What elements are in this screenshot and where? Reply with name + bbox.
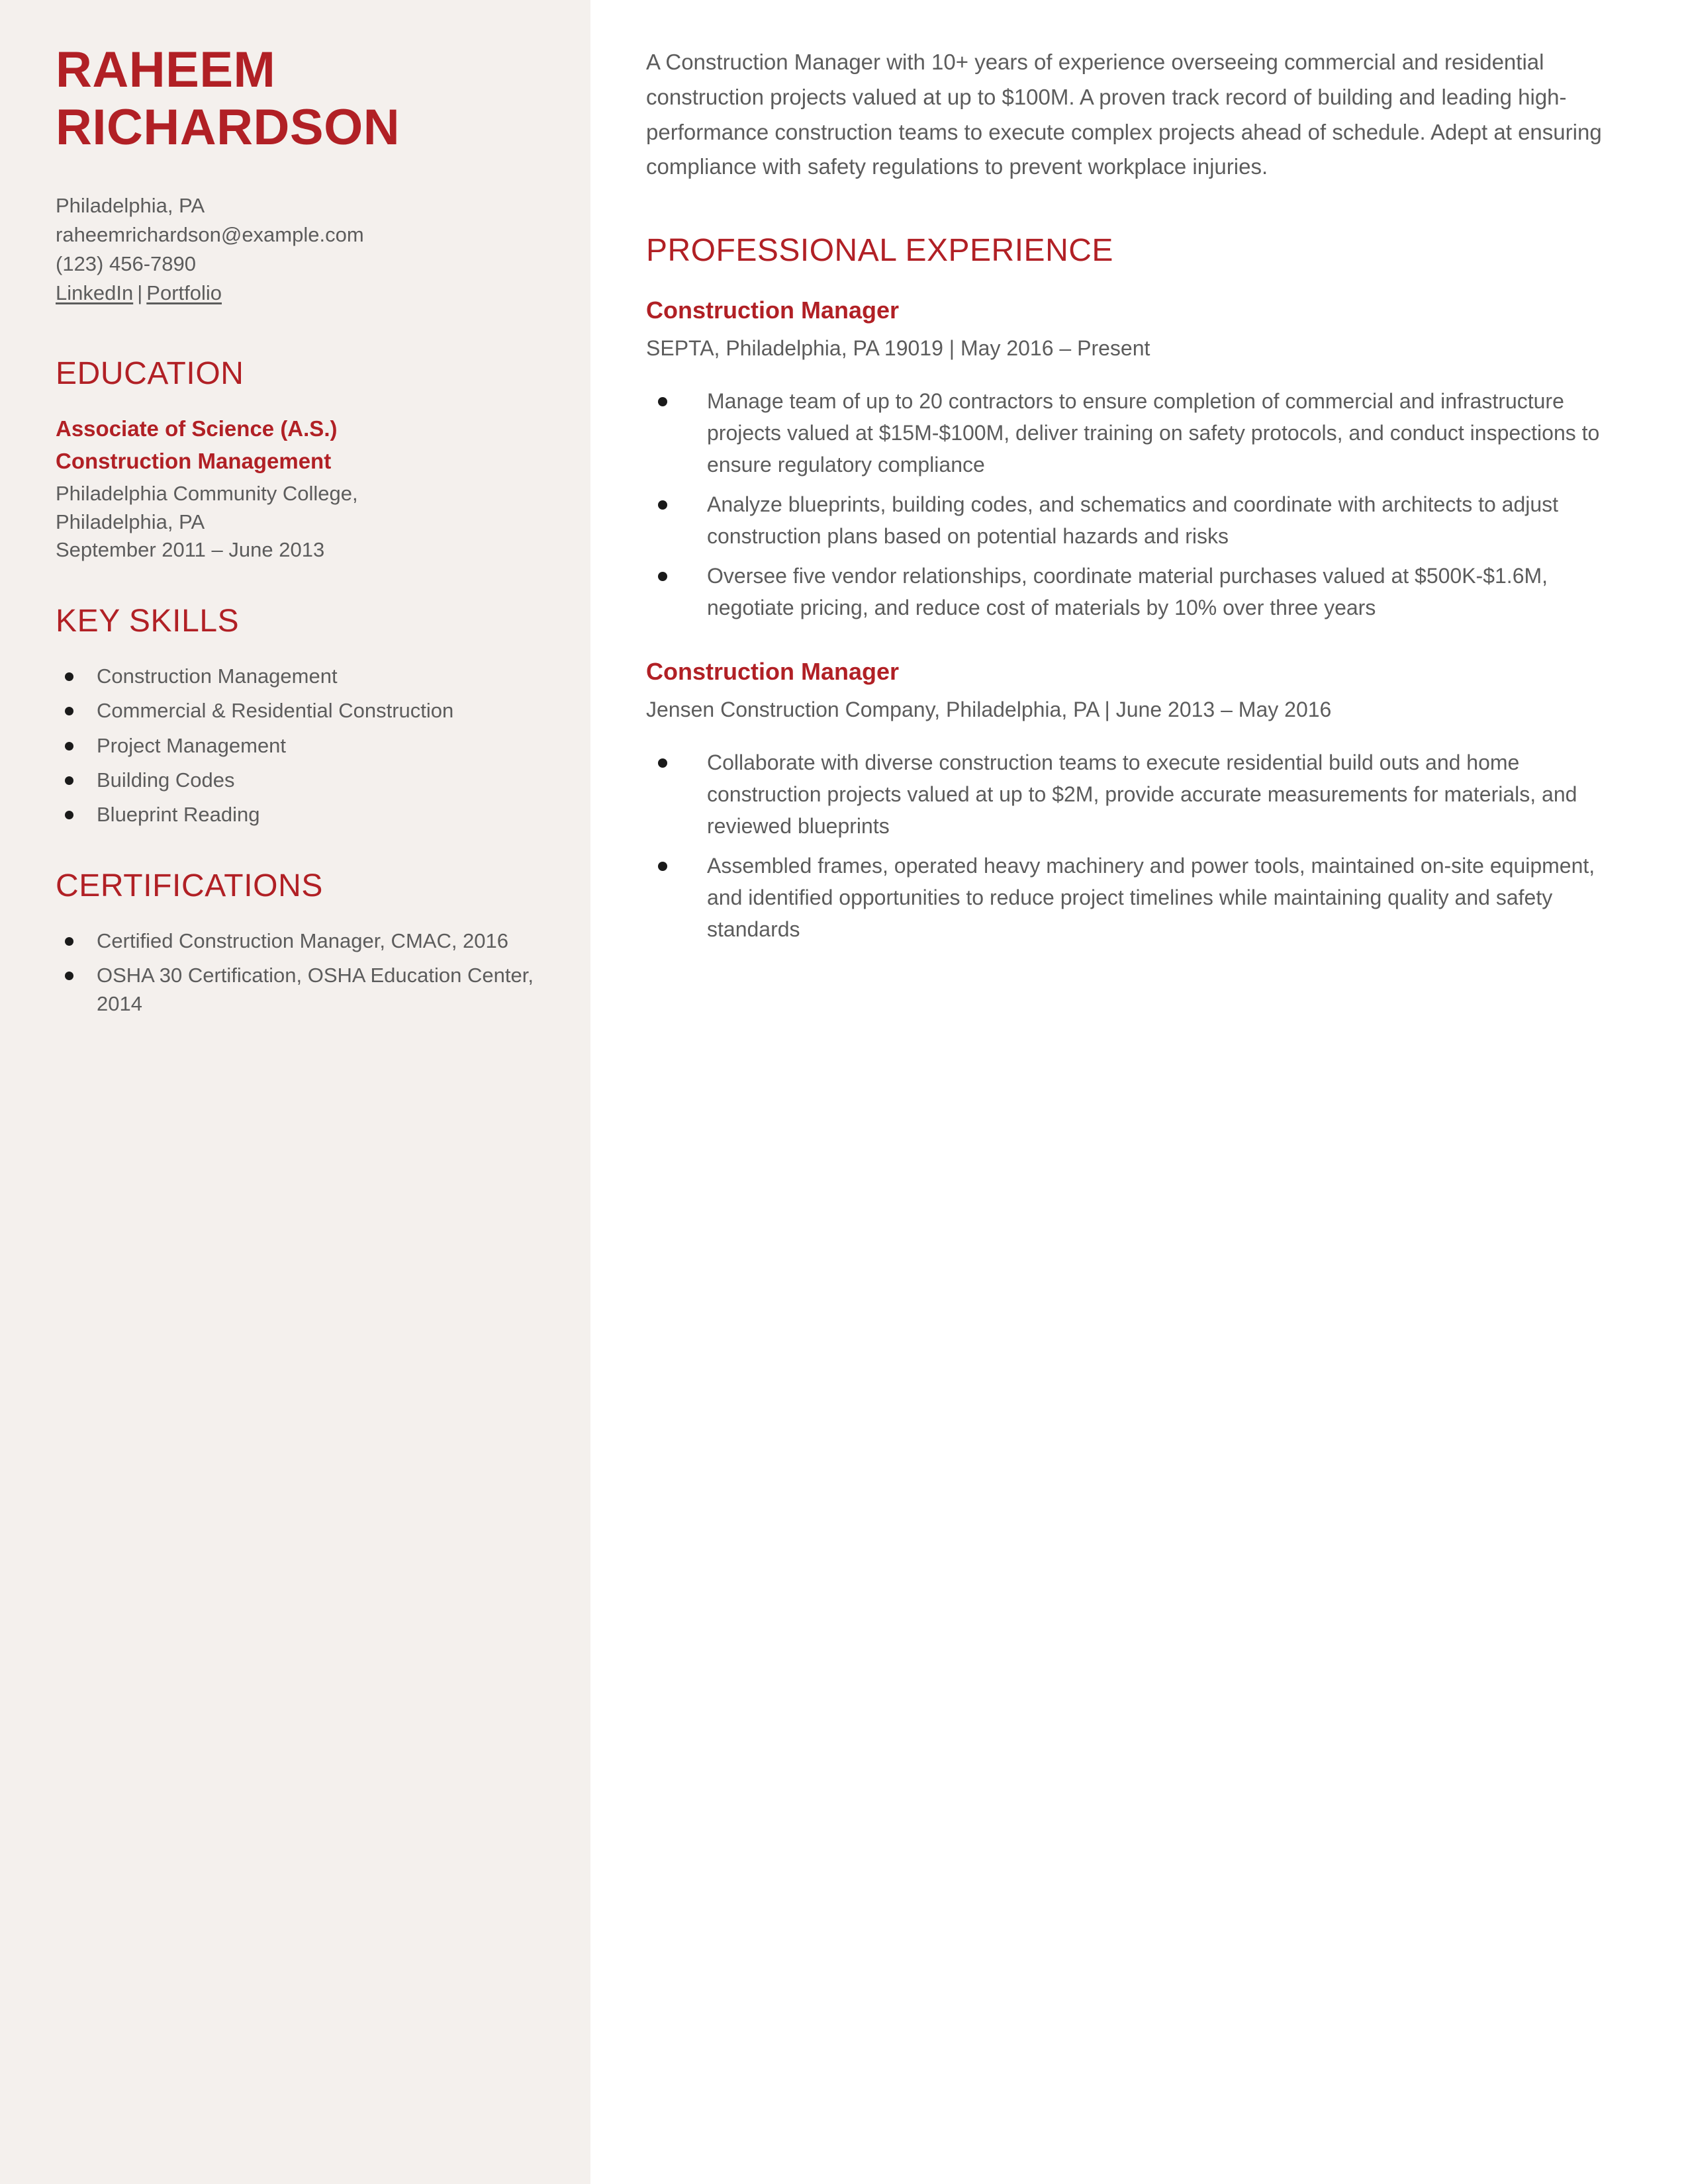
job-bullet-list [646,385,1607,623]
list-item: Assembled frames, operated heavy machinery and power tools, maintained on-site equipment, and identified opportunities to reduce project timelines while maintaining quality and safety standards [646,850,1607,945]
list-item: Commercial & Residential Construction [56,696,541,725]
contact-location: Philadelphia, PA [56,193,205,217]
first-name: RAHEEM [56,42,276,98]
main-content [590,0,1688,2184]
professional-experience-heading: PROFESSIONAL EXPERIENCE [646,233,1113,269]
education-degree-line-2: Construction Management [56,449,332,474]
list-item: Oversee five vendor relationships, coordinate material purchases valued at $500K-$1.6M, negotiate pricing, and reduce cost of materials by 10% over three years [646,560,1607,623]
contact-email[interactable]: raheemrichardson@example.com [56,222,364,246]
list-item: Building Codes [56,766,541,794]
list-item: Analyze blueprints, building codes, and schematics and coordinate with architects to adjust construction plans based on potential hazards and risks [646,488,1607,552]
experience-entry [646,295,1607,623]
job-meta: SEPTA, Philadelphia, PA 19019 | May 2016 – Present [646,336,1150,360]
list-item: Certified Construction Manager, CMAC, 2016 [56,927,541,955]
certifications-list [56,927,541,1019]
last-name: RICHARDSON [56,99,400,156]
key-skills-section [56,604,541,829]
education-school: Philadelphia Community College, [56,481,358,505]
education-school-location: Philadelphia, PA [56,510,205,533]
experience-entry [646,657,1607,945]
sidebar [0,0,590,2184]
contact-links [56,279,541,308]
key-skills-heading: KEY SKILLS [56,604,240,639]
certifications-heading: CERTIFICATIONS [56,868,323,903]
list-item: Collaborate with diverse construction teams to execute residential build outs and home construction projects valued at up to $2M, provide accurate measurements for materials, and reviewed blueprints [646,747,1607,842]
link-separator: | [137,281,143,304]
candidate-name [56,41,541,157]
education-heading: EDUCATION [56,355,244,391]
list-item: Manage team of up to 20 contractors to ensure completion of commercial and infrastructure projects valued at $15M-$100M, deliver training on safety protocols, and conduct inspections to ensure regulatory compliance [646,385,1607,480]
job-title: Construction Manager [646,658,900,686]
job-bullet-list [646,747,1607,945]
list-item: Project Management [56,731,541,760]
education-degree-line-1: Associate of Science (A.S.) [56,416,338,441]
portfolio-link[interactable]: Portfolio [146,281,222,304]
certifications-section [56,869,541,1019]
linkedin-link[interactable]: LinkedIn [56,281,134,304]
job-title: Construction Manager [646,296,900,324]
list-item: OSHA 30 Certification, OSHA Education Center, 2014 [56,961,541,1019]
list-item: Construction Management [56,662,541,690]
list-item: Blueprint Reading [56,800,541,829]
key-skills-list [56,662,541,829]
education-entry [56,414,541,565]
contact-info [56,191,541,308]
job-meta: Jensen Construction Company, Philadelphia, PA | June 2013 – May 2016 [646,698,1332,722]
education-dates: September 2011 – June 2013 [56,538,325,562]
professional-summary: A Construction Manager with 10+ years of experience overseeing commercial and residential construction projects valued at up to $100M. A proven track record of building and leading high-performance construction teams to execute complex projects ahead of schedule. Adept at ensuring compliance with safety regulations to prevent workplace injuries. [646,50,1602,179]
education-section [56,357,541,565]
contact-phone: (123) 456-7890 [56,251,196,275]
